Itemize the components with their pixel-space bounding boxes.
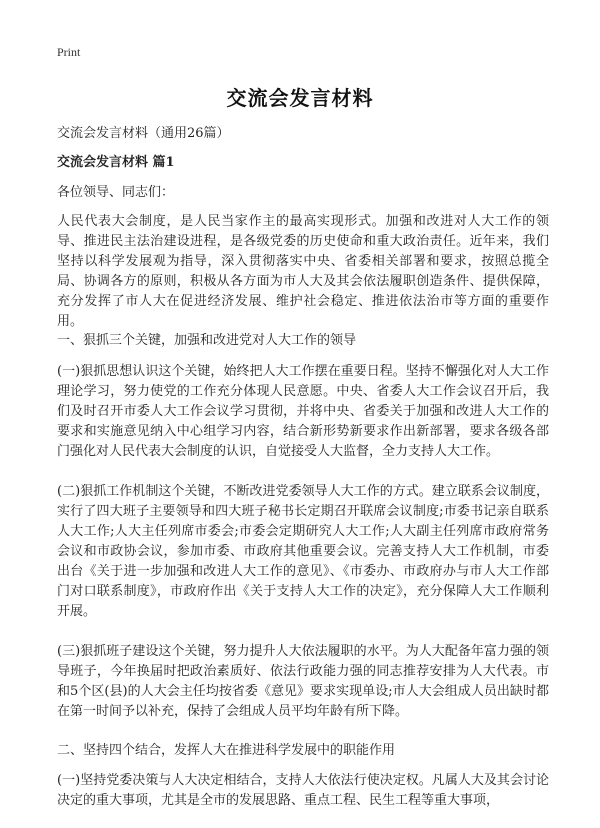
greeting: 各位领导、同志们：: [57, 185, 175, 200]
heading-part-one: 一、狠抓三个关键，加强和改进党对人大工作的领导: [57, 333, 357, 348]
paragraph-one-3: (三)狠抓班子建设这个关键，努力提升人大依法履职的水平。为人大配备年富力强的领导班子，今年换届时把政治素质好、依法行政能力强的同志推荐安排为人大代表。市和5个区(县)的人大会主任均按省委《意见》要求实现单设;市人大会组成人员出缺时都在第一时间予以补充，保持了会组成人员平均年龄有所下降。: [57, 644, 549, 719]
paragraph-one-2: (二)狠抓工作机制这个关键，不断改进党委领导人大工作的方式。建立联系会议制度，实行了四大班子主要领导和四大班子秘书长定期召开联席会议制度;市委书记亲自联系人大工作;人大主任列席市委会;市委会定期研究人大工作;人大副主任列席市政府常务会议和市政协会议，参加市委、市政府其他重要会议。完善支持人大工作机制，市委出台《关于进一步加强和改进人大工作的意见》、《市委办、市政府办与市人大工作部门对口联系制度》，市政府作出《关于支持人大工作的决定》，充分保障人大工作顺利开展。: [57, 484, 549, 619]
document-title: 交流会发言材料: [226, 86, 374, 110]
document-subtitle: 交流会发言材料（通用26篇）: [57, 126, 230, 141]
print-label: Print: [57, 45, 81, 59]
paragraph-one-1: (一)狠抓思想认识这个关键，始终把人大工作摆在重要日程。坚持不懈强化对人大工作理论学习，努力使党的工作充分体现人民意愿。中央、省委人大工作会议召开后，我们及时召开市委人大工作会议学习贯彻，并将中央、省委关于加强和改进人大工作的要求和实施意见纳入中心组学习内容，结合新形势新要求作出新部署，要求各级各部门强化对人民代表大会制度的认识，自觉接受人大监督，全力支持人大工作。: [57, 364, 549, 459]
paragraph-two-1: (一)坚持党委决策与人大决定相结合，支持人大依法行使决定权。凡属人大及其会讨论决定的重大事项，尤其是全市的发展思路、重点工程、民生工程等重大事项，: [57, 773, 549, 808]
heading-part-two: 二、坚持四个结合，发挥人大在推进科学发展中的职能作用: [57, 743, 396, 758]
section-title: 交流会发言材料 篇1: [57, 155, 175, 170]
paragraph-intro: 人民代表大会制度，是人民当家作主的最高实现形式。加强和改进对人大工作的领导、推进民主法治建设进程，是各级党委的历史使命和重大政治责任。近年来，我们坚持以科学发展观为指导，深入贯彻落实中央、省委相关部署和要求，按照总揽全局、协调各方的原则，积极从各方面为市人大及其会依法履职创造条件、提供保障，充分发挥了市人大在促进经济发展、维护社会稳定、推进依法治市等方面的重要作用。: [57, 214, 549, 329]
